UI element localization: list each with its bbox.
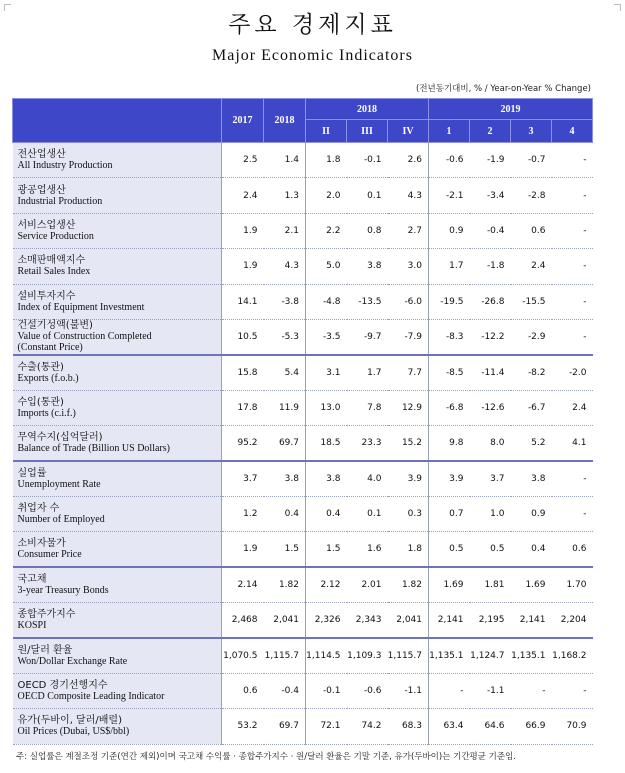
value-cell: 66.9 — [511, 709, 552, 744]
indicator-label — [13, 567, 222, 602]
value-cell: 23.3 — [347, 426, 388, 461]
value-cell: -1.8 — [470, 249, 511, 284]
value-cell: 0.4 — [306, 496, 347, 531]
table-row — [13, 284, 593, 319]
value-cell: 1.2 — [222, 496, 264, 531]
value-cell: 0.8 — [347, 213, 388, 248]
indicator-label — [13, 319, 222, 354]
value-cell: 1.0 — [470, 496, 511, 531]
indicator-name-korean: 국고채 — [17, 574, 47, 586]
value-cell: 0.4 — [264, 496, 306, 531]
header-2019-q2: 2 — [470, 120, 511, 143]
indicator-name-korean: 설비투자지수 — [17, 290, 76, 302]
indicator-name-english: Won/Dollar Exchange Rate — [17, 655, 128, 667]
table-row — [13, 461, 593, 496]
value-cell: -3.8 — [264, 284, 306, 319]
indicator-name-korean: 소비자물가 — [17, 538, 66, 550]
value-cell: 1.69 — [511, 567, 552, 602]
unit-note: (전년동기대비, % / Year-on-Year % Change) — [416, 84, 591, 94]
value-cell: 0.1 — [347, 496, 388, 531]
value-cell: 2.4 — [222, 178, 264, 213]
indicator-name-english: 3-year Treasury Bonds — [17, 585, 109, 597]
value-cell: 2,041 — [388, 603, 429, 638]
value-cell: -11.4 — [470, 355, 511, 390]
indicator-name-english: OECD Composite Leading Indicator — [17, 691, 165, 703]
value-cell: 15.2 — [388, 426, 429, 461]
indicator-label — [13, 355, 222, 390]
indicator-name-korean: 광공업생산 — [17, 184, 66, 196]
value-cell: 18.5 — [306, 426, 347, 461]
indicator-name-korean: 수입(통관) — [17, 396, 64, 408]
value-cell: 1,135.1 — [511, 638, 552, 673]
value-cell: -13.5 — [347, 284, 388, 319]
value-cell: 1.82 — [264, 567, 306, 602]
indicator-name-korean: 종합주가지수 — [17, 609, 76, 621]
indicator-label — [13, 390, 222, 425]
header-year-2017: 2017 — [222, 99, 264, 143]
value-cell: 1,124.7 — [470, 638, 511, 673]
value-cell: 1.5 — [306, 532, 347, 567]
value-cell: 17.8 — [222, 390, 264, 425]
indicator-name-korean: 무역수지(십억달러) — [17, 432, 103, 444]
table-row — [13, 426, 593, 461]
value-cell: 2.4 — [552, 390, 593, 425]
value-cell: 14.1 — [222, 284, 264, 319]
value-cell: 3.0 — [388, 249, 429, 284]
indicator-label — [13, 461, 222, 496]
value-cell: 15.8 — [222, 355, 264, 390]
value-cell: 3.7 — [470, 461, 511, 496]
value-cell: 70.9 — [552, 709, 593, 744]
value-cell: 1.4 — [264, 143, 306, 178]
header-group-2019: 2019 — [429, 99, 593, 120]
value-cell: 4.3 — [388, 178, 429, 213]
value-cell: 4.3 — [264, 249, 306, 284]
value-cell: 7.8 — [347, 390, 388, 425]
value-cell: -1.9 — [470, 143, 511, 178]
value-cell: -19.5 — [429, 284, 470, 319]
indicator-name-english: Industrial Production — [17, 195, 103, 207]
value-cell: 2,326 — [306, 603, 347, 638]
indicators-table — [12, 98, 593, 745]
value-cell: 3.8 — [306, 461, 347, 496]
value-cell: - — [552, 178, 593, 213]
value-cell: -3.5 — [306, 319, 347, 354]
value-cell: 1,109.3 — [347, 638, 388, 673]
value-cell: 0.5 — [470, 532, 511, 567]
value-cell: 5.2 — [511, 426, 552, 461]
value-cell: 72.1 — [306, 709, 347, 744]
value-cell: 0.6 — [222, 673, 264, 708]
indicator-label — [13, 603, 222, 638]
value-cell: 69.7 — [264, 709, 306, 744]
value-cell: 1,168.2 — [552, 638, 593, 673]
value-cell: -1.1 — [470, 673, 511, 708]
value-cell: 2.01 — [347, 567, 388, 602]
value-cell: 0.9 — [511, 496, 552, 531]
table-row — [13, 390, 593, 425]
value-cell: - — [429, 673, 470, 708]
value-cell: 68.3 — [388, 709, 429, 744]
header-2018-q3: III — [347, 120, 388, 143]
value-cell: -2.1 — [429, 178, 470, 213]
value-cell: -8.2 — [511, 355, 552, 390]
value-cell: - — [552, 249, 593, 284]
value-cell: 11.9 — [264, 390, 306, 425]
value-cell: 3.7 — [222, 461, 264, 496]
value-cell: 3.8 — [264, 461, 306, 496]
value-cell: - — [552, 461, 593, 496]
value-cell: 0.5 — [429, 532, 470, 567]
header-group-2018: 2018 — [306, 99, 429, 120]
value-cell: - — [552, 284, 593, 319]
value-cell: 95.2 — [222, 426, 264, 461]
indicator-name-english: Consumer Price — [17, 549, 82, 561]
footnote: 주: 실업률은 계절조정 기준(연간 제외)이며 국고채 수익률 · 종합주가지수 · 원/달러 환율은 기말 기준, 유가(두바이)는 기간평균 기준임. — [16, 752, 517, 762]
table-row — [13, 213, 593, 248]
value-cell: 1.5 — [264, 532, 306, 567]
value-cell: 1,114.5 — [306, 638, 347, 673]
value-cell: 4.1 — [552, 426, 593, 461]
value-cell: -7.9 — [388, 319, 429, 354]
value-cell: -6.7 — [511, 390, 552, 425]
value-cell: 2,195 — [470, 603, 511, 638]
value-cell: 1,070.5 — [222, 638, 264, 673]
value-cell: 1,115.7 — [264, 638, 306, 673]
value-cell: 1,135.1 — [429, 638, 470, 673]
value-cell: -6.8 — [429, 390, 470, 425]
value-cell: 3.9 — [429, 461, 470, 496]
table-row — [13, 143, 593, 178]
indicator-name-korean: 서비스업생산 — [17, 219, 76, 231]
value-cell: 2,141 — [511, 603, 552, 638]
value-cell: 2,204 — [552, 603, 593, 638]
value-cell: 3.8 — [511, 461, 552, 496]
value-cell: -5.3 — [264, 319, 306, 354]
indicators-table-body — [13, 143, 593, 745]
value-cell: 2.2 — [306, 213, 347, 248]
header-2019-q1: 1 — [429, 120, 470, 143]
value-cell: 0.7 — [429, 496, 470, 531]
value-cell: -0.4 — [264, 673, 306, 708]
value-cell: -0.4 — [470, 213, 511, 248]
value-cell: 1.8 — [306, 143, 347, 178]
value-cell: 9.8 — [429, 426, 470, 461]
value-cell: 63.4 — [429, 709, 470, 744]
value-cell: - — [552, 319, 593, 354]
indicator-name-english: Oil Prices (Dubai, US$/bbl) — [17, 726, 130, 738]
header-2018-q2: II — [306, 120, 347, 143]
value-cell: 1.7 — [429, 249, 470, 284]
value-cell: 1.8 — [388, 532, 429, 567]
indicator-label — [13, 284, 222, 319]
value-cell: 1.82 — [388, 567, 429, 602]
indicator-name-english: All Industry Production — [17, 160, 113, 172]
value-cell: 2,468 — [222, 603, 264, 638]
value-cell: 2,343 — [347, 603, 388, 638]
value-cell: 0.1 — [347, 178, 388, 213]
value-cell: 64.6 — [470, 709, 511, 744]
value-cell: -0.1 — [347, 143, 388, 178]
value-cell: 10.5 — [222, 319, 264, 354]
table-row — [13, 567, 593, 602]
indicator-name-english: Number of Employed — [17, 514, 105, 526]
value-cell: 2,041 — [264, 603, 306, 638]
value-cell: -1.1 — [388, 673, 429, 708]
value-cell: - — [552, 213, 593, 248]
value-cell: -12.6 — [470, 390, 511, 425]
header-year-2018: 2018 — [264, 99, 306, 143]
indicator-name-english: KOSPI — [17, 620, 47, 632]
value-cell: 1.3 — [264, 178, 306, 213]
value-cell: 53.2 — [222, 709, 264, 744]
value-cell: 1.7 — [347, 355, 388, 390]
indicator-name-english-line2: (Constant Price) — [17, 342, 83, 354]
value-cell: -26.8 — [470, 284, 511, 319]
value-cell: 2.1 — [264, 213, 306, 248]
value-cell: -8.3 — [429, 319, 470, 354]
indicator-name-english: Value of Construction Completed — [17, 331, 152, 343]
value-cell: 2.4 — [511, 249, 552, 284]
value-cell: 1.9 — [222, 532, 264, 567]
indicator-name-english: Balance of Trade (Billion US Dollars) — [17, 443, 170, 455]
value-cell: 12.9 — [388, 390, 429, 425]
value-cell: 0.4 — [511, 532, 552, 567]
indicator-name-korean: 건설기성액(불변) — [17, 320, 93, 332]
table-row — [13, 249, 593, 284]
value-cell: 3.1 — [306, 355, 347, 390]
value-cell: -0.7 — [511, 143, 552, 178]
value-cell: -3.4 — [470, 178, 511, 213]
indicator-name-korean: 실업률 — [17, 467, 47, 479]
value-cell: -12.2 — [470, 319, 511, 354]
value-cell: -9.7 — [347, 319, 388, 354]
value-cell: 13.0 — [306, 390, 347, 425]
value-cell: -2.9 — [511, 319, 552, 354]
value-cell: 1.70 — [552, 567, 593, 602]
indicator-label — [13, 143, 222, 178]
value-cell: 0.3 — [388, 496, 429, 531]
value-cell: 1,115.7 — [388, 638, 429, 673]
value-cell: 1.9 — [222, 249, 264, 284]
header-2018-q4: IV — [388, 120, 429, 143]
value-cell: 3.8 — [347, 249, 388, 284]
indicator-name-korean: 소매판매액지수 — [17, 255, 86, 267]
value-cell: -8.5 — [429, 355, 470, 390]
value-cell: 2.14 — [222, 567, 264, 602]
value-cell: -0.6 — [347, 673, 388, 708]
value-cell: 5.4 — [264, 355, 306, 390]
value-cell: 2,141 — [429, 603, 470, 638]
value-cell: 8.0 — [470, 426, 511, 461]
indicator-label — [13, 638, 222, 673]
value-cell: 0.6 — [511, 213, 552, 248]
value-cell: 0.6 — [552, 532, 593, 567]
indicator-name-english: Index of Equipment Investment — [17, 301, 145, 313]
indicator-label — [13, 709, 222, 744]
header-corner — [13, 99, 222, 143]
table-row — [13, 603, 593, 638]
indicator-label — [13, 213, 222, 248]
value-cell: -15.5 — [511, 284, 552, 319]
value-cell: -6.0 — [388, 284, 429, 319]
indicator-name-english: Exports (f.o.b.) — [17, 372, 79, 384]
indicator-label — [13, 532, 222, 567]
value-cell: 0.9 — [429, 213, 470, 248]
value-cell: -0.6 — [429, 143, 470, 178]
value-cell: 1.69 — [429, 567, 470, 602]
value-cell: 1.6 — [347, 532, 388, 567]
value-cell: 7.7 — [388, 355, 429, 390]
value-cell: 2.12 — [306, 567, 347, 602]
value-cell: 3.9 — [388, 461, 429, 496]
value-cell: 2.7 — [388, 213, 429, 248]
indicator-label — [13, 496, 222, 531]
indicator-name-english: Unemployment Rate — [17, 478, 101, 490]
value-cell: 2.0 — [306, 178, 347, 213]
table-row — [13, 355, 593, 390]
indicator-name-korean: 취업자 수 — [17, 503, 60, 515]
value-cell: -0.1 — [306, 673, 347, 708]
indicator-label — [13, 426, 222, 461]
value-cell: 69.7 — [264, 426, 306, 461]
indicator-name-korean: 유가(두바이, 달러/배럴) — [17, 715, 122, 727]
indicator-name-korean: 원/달러 환율 — [17, 644, 73, 656]
table-row — [13, 709, 593, 744]
header-2019-q4: 4 — [552, 120, 593, 143]
indicator-label — [13, 178, 222, 213]
value-cell: 5.0 — [306, 249, 347, 284]
indicator-name-english: Imports (c.i.f.) — [17, 407, 76, 419]
header-2019-q3: 3 — [511, 120, 552, 143]
value-cell: 74.2 — [347, 709, 388, 744]
value-cell: 4.0 — [347, 461, 388, 496]
indicator-name-korean: OECD 경기선행지수 — [17, 680, 108, 692]
table-row — [13, 178, 593, 213]
value-cell: - — [511, 673, 552, 708]
value-cell: -4.8 — [306, 284, 347, 319]
indicator-name-korean: 수출(통관) — [17, 361, 64, 373]
value-cell: 2.6 — [388, 143, 429, 178]
table-row — [13, 532, 593, 567]
value-cell: 2.5 — [222, 143, 264, 178]
value-cell: - — [552, 673, 593, 708]
table-row — [13, 673, 593, 708]
page-title-korean: 주요 경제지표 — [228, 12, 397, 38]
indicator-name-english: Service Production — [17, 230, 94, 242]
indicator-label — [13, 673, 222, 708]
value-cell: 1.9 — [222, 213, 264, 248]
value-cell: - — [552, 143, 593, 178]
page-title-english: Major Economic Indicators — [212, 47, 413, 64]
indicator-label — [13, 249, 222, 284]
value-cell: -2.8 — [511, 178, 552, 213]
value-cell: 1.81 — [470, 567, 511, 602]
value-cell: -2.0 — [552, 355, 593, 390]
table-row — [13, 319, 593, 354]
indicator-name-korean: 전산업생산 — [17, 149, 66, 161]
table-row — [13, 638, 593, 673]
value-cell: - — [552, 496, 593, 531]
table-row — [13, 496, 593, 531]
indicator-name-english: Retail Sales Index — [17, 266, 91, 278]
